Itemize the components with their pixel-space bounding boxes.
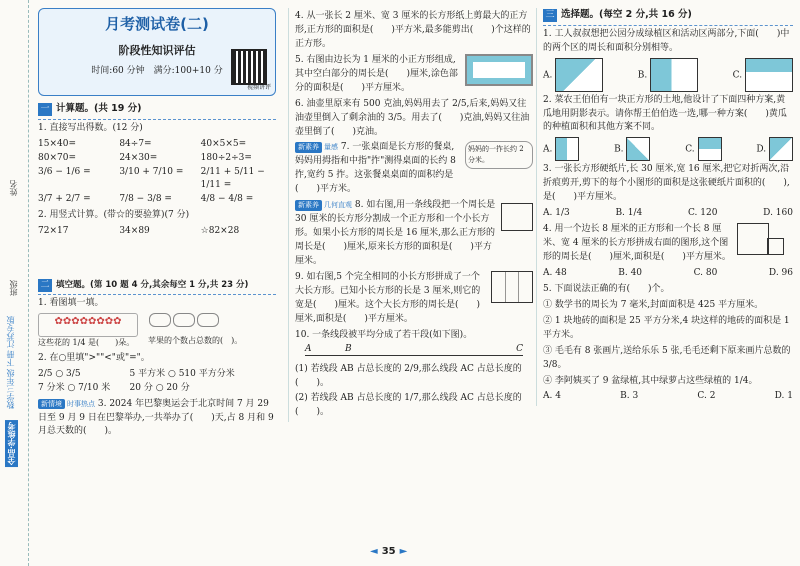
- q5-figure: [465, 54, 533, 86]
- q3-5-options: [543, 390, 793, 404]
- geometry-tag: 几何直观: [324, 201, 352, 210]
- option-a: A.: [543, 137, 579, 161]
- class-label: 班级: [9, 280, 18, 296]
- option-c: C.: [733, 58, 793, 92]
- option-d: D. 96: [768, 267, 793, 278]
- option-c: C. 80: [693, 267, 718, 278]
- q4: 4. 从一张长 2 厘米、宽 3 厘米的长方形纸上剪最大的正方形,正方形的面积是( )平方米,最多能剪出( )个这样的正方形。: [295, 11, 531, 49]
- next-arrow-icon: ►: [399, 546, 408, 557]
- page-title: 月考测试卷(二): [105, 15, 209, 33]
- section-2-title: 填空题。(第 10 题 4 分,其余每空 1 分,共 23 分): [56, 280, 249, 291]
- qr-caption: 视频讲评: [246, 84, 271, 91]
- q2-1a: 这些花的 1/4 是( )朵。: [38, 338, 135, 348]
- vertical-calc-item: ☆82×28: [200, 226, 240, 237]
- option-b: B. 1/4: [615, 208, 643, 219]
- q7-row: [295, 141, 533, 197]
- spine: [0, 0, 29, 566]
- q8-row: [295, 199, 533, 269]
- page-number: [370, 546, 407, 557]
- option-b: B.: [638, 58, 698, 92]
- q6: 6. 油壶里原来有 500 克油,妈妈用去了 2/5,后来,妈妈又往油壶里倒入了剩余油的 3/5。用去了( )克油,妈妈又往油壶里倒了( )克油。: [295, 98, 530, 137]
- section-1-number: 一: [38, 103, 52, 116]
- option-c: C. 2: [697, 391, 716, 402]
- section-2-number: 二: [38, 279, 52, 292]
- q7: 7. 一张桌面是长方形的餐桌,妈妈用拇指和中指"拃"测得桌面的长约 8 拃,宽约 5 拃。这张餐桌桌面的面积约是( )平方米。: [295, 142, 456, 195]
- calc-item: 3/7 + 2/7 =: [38, 194, 91, 205]
- q1-grid: [38, 138, 276, 208]
- name-label: 姓名: [9, 180, 18, 196]
- option-d: D. 160: [763, 208, 793, 219]
- q9-row: [295, 271, 533, 327]
- q2-grid: [38, 225, 276, 273]
- calc-item: 15×40=: [38, 138, 76, 149]
- q2-3: [38, 398, 276, 440]
- q10b: (2) 若线段 AB 占总长度的 1/7,那么线段 AC 占总长度的( )。: [295, 393, 522, 418]
- qr-code-icon: [231, 49, 267, 85]
- option-d: D.: [756, 137, 793, 161]
- option-b: B. 40: [618, 267, 643, 278]
- q10: 10. 一条线段被平均分成了若干段(如下图)。: [295, 329, 473, 340]
- option-a: A. 48: [543, 267, 567, 278]
- new-literacy-tag: 新素养: [295, 200, 322, 211]
- column-1: [38, 8, 276, 441]
- q3-4-figure: [737, 223, 793, 263]
- calc-item: 40×5×5=: [200, 138, 247, 149]
- option-c: C. 120: [687, 208, 718, 219]
- column-3: [536, 8, 793, 406]
- series-label: 数学三年级 下册 江苏专版: [6, 316, 15, 410]
- statement: ④ 李阿姨买了 9 盆绿植,其中绿萝占这些绿植的 1/4。: [543, 375, 758, 386]
- q10a: (1) 若线段 AB 占总长度的 2/9,那么线段 AC 占总长度的( )。: [295, 363, 522, 388]
- point-a: A: [305, 343, 312, 354]
- section-3-title: 选择题。(每空 2 分,共 16 分): [561, 9, 692, 20]
- q2-2: 2. 在○里填">""<"或"="。: [38, 352, 150, 363]
- q5-row: [295, 54, 533, 96]
- option-c: C.: [685, 137, 721, 161]
- page-subtitle: 阶段性知识评估: [118, 44, 196, 58]
- statement: ② 1 块地砖的面积是 25 平方分米,4 块这样的地砖的面积是 1 平方米。: [543, 315, 790, 340]
- quantity-sense-tag: 量感: [324, 143, 338, 152]
- q9: 9. 如右图,5 个完全相同的小长方形拼成了一个大长方形。已知小长方形的长是 3 厘米,则它的宽是( )厘米。这个大长方形的周长是( )厘米,面积是( )平方厘米。: [295, 271, 481, 324]
- vertical-calc-item: 72×17: [38, 226, 69, 237]
- point-b: B: [345, 343, 352, 354]
- q3-4-options: [543, 267, 793, 281]
- option-a: A.: [543, 58, 603, 92]
- q3-2: 2. 菜农王伯伯有一块正方形的土地,他设计了下面四种方案,黄瓜地用阴影表示。请你帮王伯伯选一选,哪一种方案( )黄瓜的种植面积和其他方案不同。: [543, 94, 787, 133]
- option-a: A. 1/3: [543, 208, 570, 219]
- option-b: B. 3: [620, 391, 639, 402]
- q2-1: 1. 看图填一填。: [38, 298, 104, 309]
- new-context-tag: 新情境: [38, 399, 65, 410]
- q3-4-row: [543, 223, 793, 265]
- q3-4: 4. 用一个边长 8 厘米的正方形和一个长 8 厘米、宽 4 厘米的长方形拼成右面的图形,这个图形的周长是( )厘米,面积是( )平方厘米。: [543, 224, 731, 263]
- section-1-title: 计算题。(共 19 分): [56, 103, 142, 114]
- q7-bubble: 妈妈的一拃长约 2 分米。: [465, 141, 533, 169]
- q3-3-options: [543, 207, 793, 221]
- section-3-number: 三: [543, 9, 557, 22]
- q2-3-text: 3. 2024 年巴黎奥运会于北京时间 7 月 29 日至 9 月 9 日在巴黎举办,一共举办了( )天,占 8 月和 9 月总天数的( )。: [38, 398, 274, 437]
- section-2-header: [38, 279, 276, 292]
- flower-figure: ✿✿✿✿✿✿✿✿ 这些花的 1/4 是( )朵。: [38, 313, 138, 349]
- column-2: [288, 8, 533, 422]
- statement: ① 数学书的周长为 7 毫米,封面面积是 425 平方厘米。: [543, 299, 764, 310]
- q9-figure: [491, 271, 533, 303]
- calc-item: 3/6 − 1/6 =: [38, 166, 91, 177]
- q2-title: 2. 用竖式计算。(带☆的要验算)(7 分): [38, 210, 190, 221]
- statement: ③ 毛毛有 8 张画片,送给乐乐 5 张,毛毛还剩下原来画片总数的 3/8。: [543, 345, 791, 370]
- calc-item: 80×70=: [38, 152, 76, 163]
- calc-item: 3/10 + 7/10 =: [119, 166, 184, 177]
- calc-item: 2/11 + 5/11 − 1/11 =: [200, 166, 265, 191]
- point-c: C: [516, 343, 523, 354]
- calc-item: 4/8 − 4/8 =: [200, 194, 254, 205]
- q8-figure: [501, 203, 533, 231]
- q10-segment: [305, 345, 523, 361]
- section-3-header: [543, 8, 793, 23]
- q3-2-options: [543, 137, 793, 161]
- hot-topic-tag: 时事热点: [67, 399, 95, 408]
- section-1-header: [38, 102, 276, 117]
- q2-2-grid: [38, 368, 276, 396]
- divider: [38, 294, 276, 295]
- compare-item: 5 平方米 ○ 510 平方分米: [129, 368, 235, 379]
- option-d: D. 1: [774, 391, 793, 402]
- calc-item: 180÷2÷3=: [200, 152, 252, 163]
- calc-item: 84÷7=: [119, 138, 152, 149]
- header-box: [38, 8, 276, 96]
- compare-item: 20 分 ○ 20 分: [129, 382, 190, 393]
- divider: [38, 119, 276, 120]
- calc-item: 24×30=: [119, 152, 158, 163]
- option-a: A. 4: [543, 391, 561, 402]
- compare-item: 2/5 ○ 3/5: [38, 368, 81, 379]
- prev-arrow-icon: ◄: [370, 546, 378, 557]
- new-literacy-tag: 新素养: [295, 142, 322, 153]
- vertical-calc-item: 34×89: [119, 226, 150, 237]
- q2-1-figures: [38, 313, 276, 349]
- q5: 5. 右图由边长为 1 厘米的小正方形组成,其中空白部分的周长是( )厘米,涂色部分的面积是( )平方厘米。: [295, 54, 458, 93]
- q3-5: 5. 下面说法正确的有( )个。: [543, 283, 670, 294]
- q1-title: 1. 直接写出得数。(12 分): [38, 122, 143, 133]
- time-score: 时间:60 分钟 满分:100+10 分: [91, 66, 223, 77]
- q2-1b: 苹果的个数占总数的( )。: [148, 336, 243, 346]
- option-b: B.: [614, 137, 650, 161]
- brand-label: 全品·学练考: [7, 422, 16, 466]
- q3-1: 1. 工人叔叔想把公园分成绿植区和活动区两部分,下面( )中的两个区的周长和面积分别相等。: [543, 28, 790, 53]
- page-number-text: 35: [381, 546, 396, 557]
- compare-item: 7 分米 ○ 7/10 米: [38, 382, 111, 393]
- divider: [543, 25, 793, 26]
- q3-1-options: [543, 58, 793, 92]
- calc-item: 7/8 − 3/8 =: [119, 194, 172, 205]
- q8: 8. 如右图,用一条线段把一个周长是 30 厘米的长方形分割成一个正方形和一个小长方形。如果小长方形的周长是 16 厘米,那么正方形的周长是( )厘米,原来长方形的面积是( )平方厘米。: [295, 200, 496, 266]
- apple-figure: [148, 313, 258, 349]
- q3-3: 3. 一张长方形硬纸片,长 30 厘米,宽 16 厘米,把它对折两次,沿折痕剪开,剪下的每个小图形的面积是这张硬纸片面积的( ),是( )平方厘米。: [543, 164, 790, 203]
